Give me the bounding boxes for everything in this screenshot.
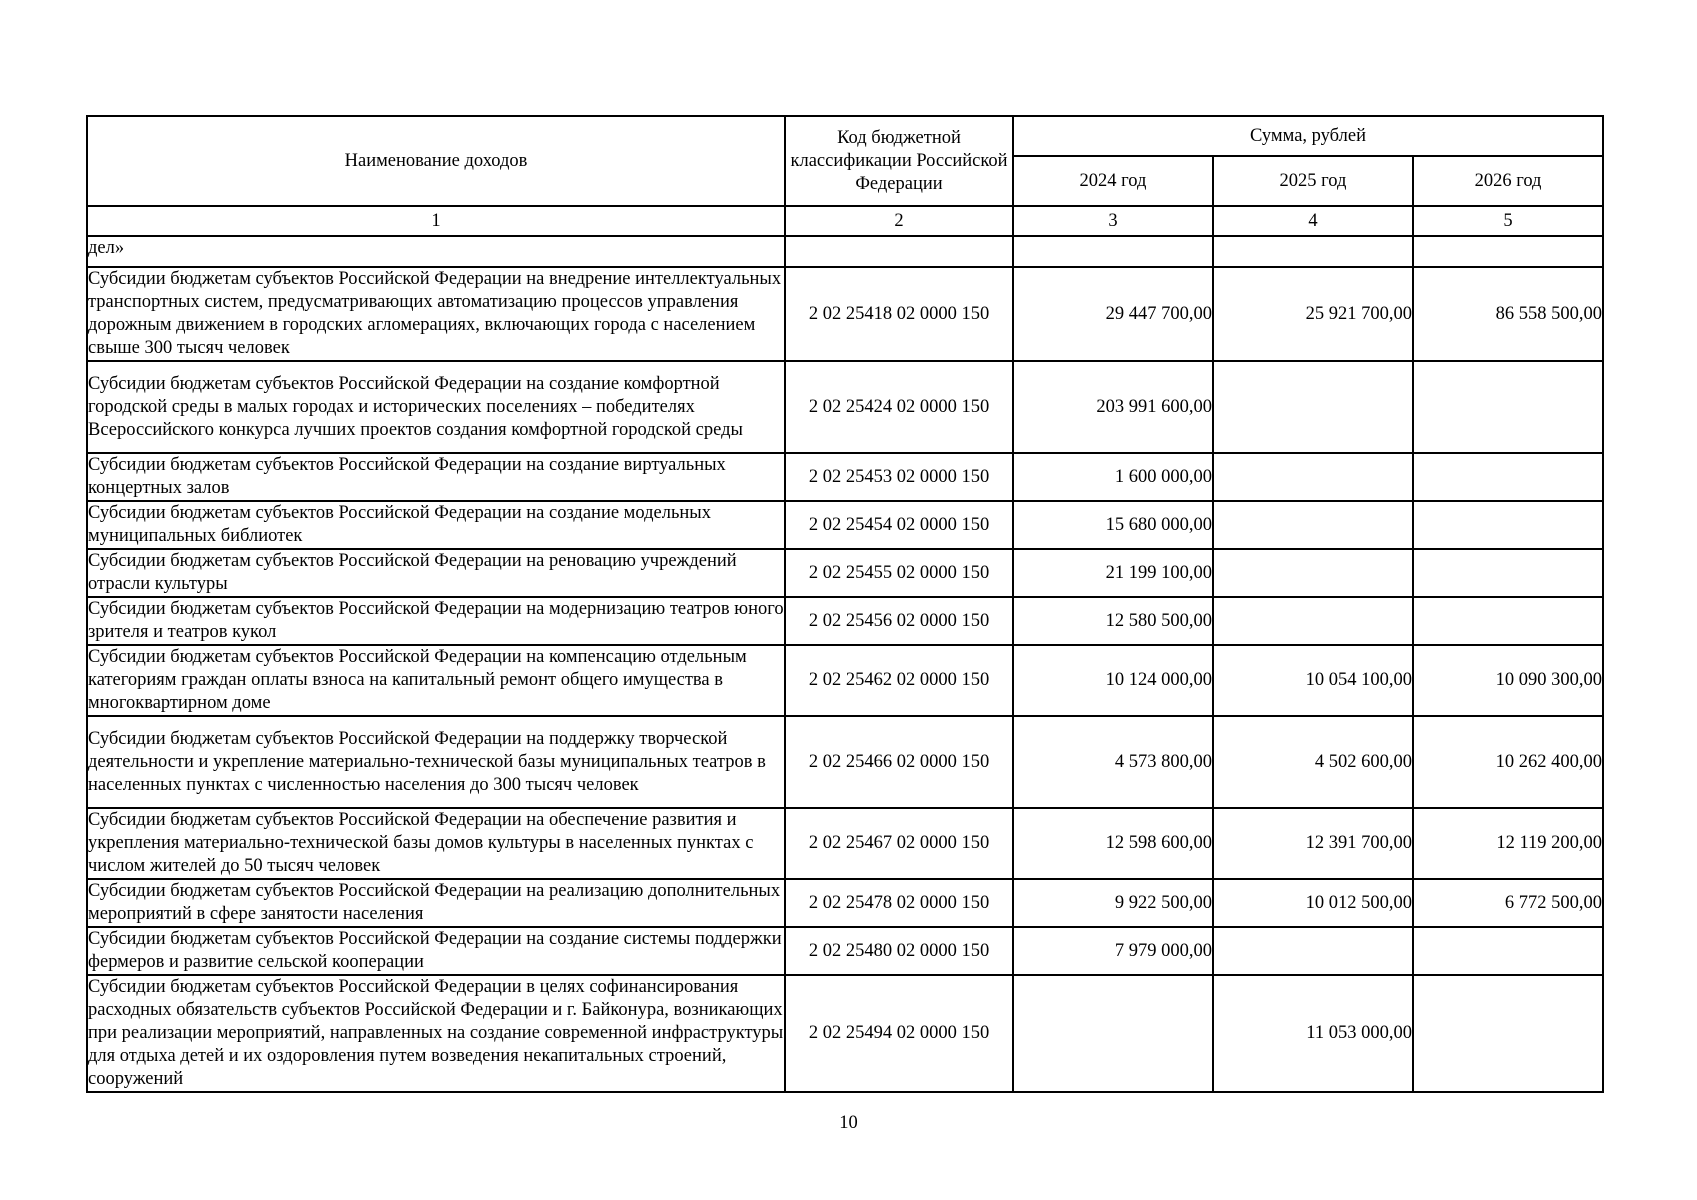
column-number: 2 bbox=[785, 206, 1013, 236]
header-year-2025: 2025 год bbox=[1213, 156, 1413, 206]
empty-cell bbox=[1213, 236, 1413, 267]
empty-cell bbox=[1013, 236, 1213, 267]
header-row bbox=[87, 116, 1603, 156]
table-row bbox=[87, 927, 1603, 975]
header-budget-code: Код бюджетной классификации Российской Федерации bbox=[785, 116, 1013, 206]
amount-2026-cell bbox=[1413, 549, 1603, 597]
amount-2024-cell: 7 979 000,00 bbox=[1013, 927, 1213, 975]
amount-2024-cell: 21 199 100,00 bbox=[1013, 549, 1213, 597]
amount-2024-cell: 12 598 600,00 bbox=[1013, 808, 1213, 879]
amount-2026-cell: 12 119 200,00 bbox=[1413, 808, 1603, 879]
table-row bbox=[87, 361, 1603, 453]
budget-code-cell: 2 02 25456 02 0000 150 bbox=[785, 597, 1013, 645]
revenue-name-cell: Субсидии бюджетам субъектов Российской Федерации на создание системы поддержки фермеров и развитие сельской кооперации bbox=[87, 927, 785, 975]
revenue-name-cell: Субсидии бюджетам субъектов Российской Федерации на создание комфортной городской среды в малых городах и исторических поселениях – победителях Всероссийского конкурса лучших проектов создания комфортной городской среды bbox=[87, 361, 785, 453]
amount-2026-cell bbox=[1413, 597, 1603, 645]
column-number: 5 bbox=[1413, 206, 1603, 236]
table-row bbox=[87, 501, 1603, 549]
revenue-name-cell: Субсидии бюджетам субъектов Российской Федерации на компенсацию отдельным категориям граждан оплаты взноса на капитальный ремонт общего имущества в многоквартирном доме bbox=[87, 645, 785, 716]
amount-2025-cell bbox=[1213, 597, 1413, 645]
amount-2026-cell bbox=[1413, 361, 1603, 453]
amount-2025-cell bbox=[1213, 927, 1413, 975]
amount-2024-cell: 29 447 700,00 bbox=[1013, 267, 1213, 361]
amount-2026-cell: 86 558 500,00 bbox=[1413, 267, 1603, 361]
budget-code-cell: 2 02 25462 02 0000 150 bbox=[785, 645, 1013, 716]
table-row bbox=[87, 645, 1603, 716]
revenue-name-cell: Субсидии бюджетам субъектов Российской Федерации на модернизацию театров юного зрителя и театров кукол bbox=[87, 597, 785, 645]
budget-code-cell: 2 02 25478 02 0000 150 bbox=[785, 879, 1013, 927]
amount-2024-cell bbox=[1013, 975, 1213, 1092]
revenue-name-cell: Субсидии бюджетам субъектов Российской Федерации на обеспечение развития и укрепления материально-технической базы домов культуры в населенных пунктах с числом жителей до 50 тысяч человек bbox=[87, 808, 785, 879]
header-year-2024: 2024 год bbox=[1013, 156, 1213, 206]
empty-cell bbox=[1413, 236, 1603, 267]
amount-2026-cell: 6 772 500,00 bbox=[1413, 879, 1603, 927]
revenue-name-cell: Субсидии бюджетам субъектов Российской Федерации на поддержку творческой деятельности и укрепление материально-технической базы муниципальных театров в населенных пунктах с численностью населения до 300 тысяч человек bbox=[87, 716, 785, 808]
amount-2024-cell: 10 124 000,00 bbox=[1013, 645, 1213, 716]
amount-2024-cell: 12 580 500,00 bbox=[1013, 597, 1213, 645]
amount-2024-cell: 4 573 800,00 bbox=[1013, 716, 1213, 808]
table-row bbox=[87, 267, 1603, 361]
amount-2026-cell bbox=[1413, 927, 1603, 975]
column-numbers-row bbox=[87, 206, 1603, 236]
amount-2025-cell: 12 391 700,00 bbox=[1213, 808, 1413, 879]
revenue-name-cell: Субсидии бюджетам субъектов Российской Федерации на реновацию учреждений отрасли культуры bbox=[87, 549, 785, 597]
revenue-table bbox=[86, 115, 1604, 1093]
amount-2025-cell bbox=[1213, 453, 1413, 501]
budget-code-cell: 2 02 25480 02 0000 150 bbox=[785, 927, 1013, 975]
table-row bbox=[87, 549, 1603, 597]
revenue-name-cell: Субсидии бюджетам субъектов Российской Федерации на создание виртуальных концертных залов bbox=[87, 453, 785, 501]
amount-2024-cell: 15 680 000,00 bbox=[1013, 501, 1213, 549]
header-year-2026: 2026 год bbox=[1413, 156, 1603, 206]
budget-code-cell: 2 02 25455 02 0000 150 bbox=[785, 549, 1013, 597]
revenue-name-cell: Субсидии бюджетам субъектов Российской Федерации в целях софинансирования расходных обязательств субъектов Российской Федерации и г. Байконура, возникающих при реализации мероприятий, направленных на создание современной инфраструктуры для отдыха детей и их оздоровления путем возведения некапитальных строений, сооружений bbox=[87, 975, 785, 1092]
amount-2026-cell: 10 090 300,00 bbox=[1413, 645, 1603, 716]
amount-2026-cell bbox=[1413, 453, 1603, 501]
amount-2026-cell: 10 262 400,00 bbox=[1413, 716, 1603, 808]
column-number: 4 bbox=[1213, 206, 1413, 236]
budget-code-cell: 2 02 25454 02 0000 150 bbox=[785, 501, 1013, 549]
amount-2025-cell: 25 921 700,00 bbox=[1213, 267, 1413, 361]
column-number: 3 bbox=[1013, 206, 1213, 236]
page-number: 10 bbox=[839, 1113, 858, 1133]
table-row bbox=[87, 453, 1603, 501]
amount-2026-cell bbox=[1413, 975, 1603, 1092]
header-revenue-name: Наименование доходов bbox=[87, 116, 785, 206]
amount-2025-cell: 10 054 100,00 bbox=[1213, 645, 1413, 716]
amount-2024-cell: 203 991 600,00 bbox=[1013, 361, 1213, 453]
budget-code-cell: 2 02 25453 02 0000 150 bbox=[785, 453, 1013, 501]
column-number: 1 bbox=[87, 206, 785, 236]
table-row bbox=[87, 975, 1603, 1092]
table-row bbox=[87, 808, 1603, 879]
table-row bbox=[87, 716, 1603, 808]
budget-code-cell: 2 02 25418 02 0000 150 bbox=[785, 267, 1013, 361]
amount-2025-cell: 10 012 500,00 bbox=[1213, 879, 1413, 927]
amount-2025-cell bbox=[1213, 361, 1413, 453]
budget-code-cell: 2 02 25466 02 0000 150 bbox=[785, 716, 1013, 808]
amount-2024-cell: 9 922 500,00 bbox=[1013, 879, 1213, 927]
header-sum: Сумма, рублей bbox=[1013, 116, 1603, 156]
table-row bbox=[87, 879, 1603, 927]
revenue-name-cell: Субсидии бюджетам субъектов Российской Федерации на создание модельных муниципальных библиотек bbox=[87, 501, 785, 549]
revenue-name-cell: Субсидии бюджетам субъектов Российской Федерации на реализацию дополнительных мероприятий в сфере занятости населения bbox=[87, 879, 785, 927]
table-body bbox=[87, 206, 1603, 1092]
budget-code-cell: 2 02 25467 02 0000 150 bbox=[785, 808, 1013, 879]
continuation-text: дел» bbox=[87, 236, 785, 267]
amount-2025-cell: 11 053 000,00 bbox=[1213, 975, 1413, 1092]
budget-code-cell: 2 02 25494 02 0000 150 bbox=[785, 975, 1013, 1092]
amount-2024-cell: 1 600 000,00 bbox=[1013, 453, 1213, 501]
amount-2025-cell: 4 502 600,00 bbox=[1213, 716, 1413, 808]
revenue-name-cell: Субсидии бюджетам субъектов Российской Федерации на внедрение интеллектуальных транспортных систем, предусматривающих автоматизацию процессов управления дорожным движением в городских агломерациях, включающих города с населением свыше 300 тысяч человек bbox=[87, 267, 785, 361]
continuation-row bbox=[87, 236, 1603, 267]
table-row bbox=[87, 597, 1603, 645]
amount-2025-cell bbox=[1213, 501, 1413, 549]
amount-2025-cell bbox=[1213, 549, 1413, 597]
amount-2026-cell bbox=[1413, 501, 1603, 549]
empty-cell bbox=[785, 236, 1013, 267]
budget-code-cell: 2 02 25424 02 0000 150 bbox=[785, 361, 1013, 453]
